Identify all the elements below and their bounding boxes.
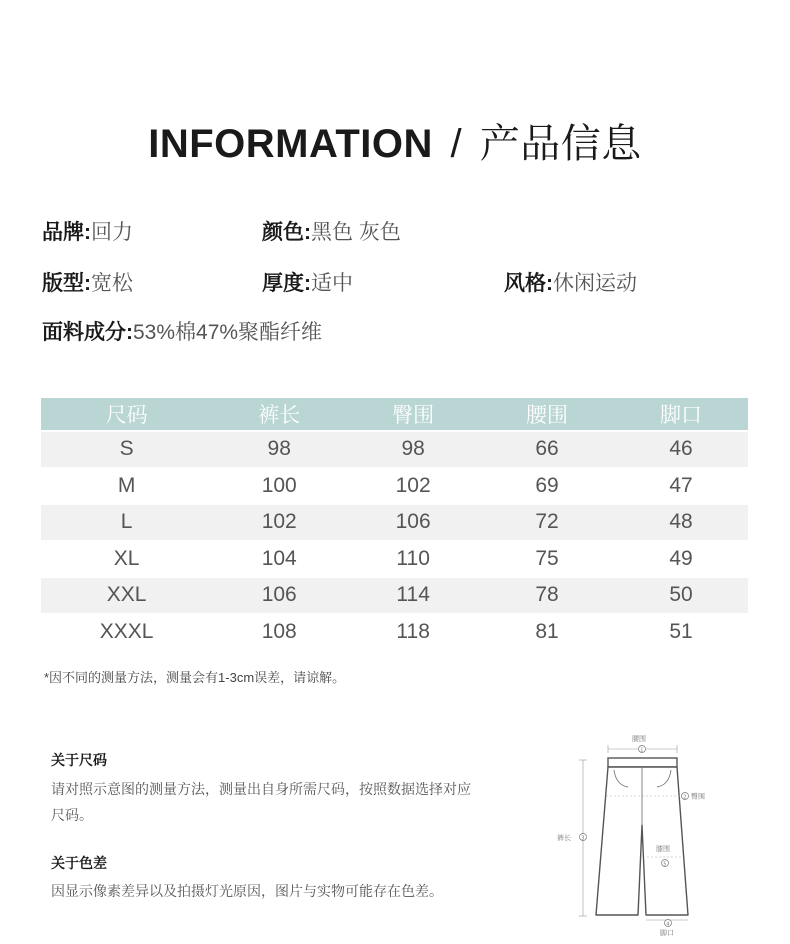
title-separator: / (450, 122, 463, 166)
cell-hip: 110 (346, 541, 480, 578)
diagram-hem-num: 4 (666, 921, 670, 928)
info-color-label: 颜色: (262, 221, 311, 244)
about-color-text: 因显示像素差异以及拍摄灯光原因，图片与实物可能存在色差。 (51, 883, 443, 899)
info-brand-label: 品牌: (42, 221, 91, 244)
diagram-knee-label: 膝围 (656, 845, 670, 853)
cell-hem: 48 (614, 504, 748, 541)
diagram-length-label: 裤长 (557, 834, 571, 842)
header-size: 尺码 (41, 398, 212, 431)
cell-hem: 47 (614, 468, 748, 505)
cell-waist: 78 (480, 577, 614, 614)
info-thickness-label: 厚度: (262, 272, 311, 295)
cell-hip: 118 (346, 614, 480, 650)
size-table-header (41, 398, 748, 431)
table-row (41, 504, 748, 541)
info-brand-value: 回力 (91, 221, 133, 244)
info-style-label: 风格: (504, 272, 553, 295)
cell-size: S (41, 431, 212, 468)
cell-hem: 49 (614, 541, 748, 578)
cell-hip: 114 (346, 577, 480, 614)
header-hem: 脚口 (614, 398, 748, 431)
cell-hip: 102 (346, 468, 480, 505)
cell-size: M (41, 468, 212, 505)
cell-waist: 66 (480, 431, 614, 468)
info-fit-label: 版型: (42, 272, 91, 295)
pants-measurement-diagram (552, 730, 722, 940)
cell-hem: 50 (614, 577, 748, 614)
cell-length: 106 (212, 577, 346, 614)
cell-waist: 81 (480, 614, 614, 650)
cell-size: XXL (41, 577, 212, 614)
info-style-value: 休闲运动 (553, 272, 637, 295)
header-length: 裤长 (212, 398, 346, 431)
cell-waist: 75 (480, 541, 614, 578)
info-fit (42, 269, 133, 299)
diagram-waist-num: 1 (640, 747, 644, 754)
table-row (41, 468, 748, 505)
cell-length: 108 (212, 614, 346, 650)
diagram-waist-label: 腰围 (632, 735, 646, 743)
cell-hem: 51 (614, 614, 748, 650)
cell-length: 102 (212, 504, 346, 541)
info-style (504, 269, 637, 299)
cell-waist: 72 (480, 504, 614, 541)
cell-size: XL (41, 541, 212, 578)
page-title (0, 112, 790, 169)
about-size-text: 请对照示意图的测量方法，测量出自身所需尺码，按照数据选择对应尺码。 (51, 781, 471, 823)
diagram-hip-label: 臀围 (691, 792, 705, 801)
info-fabric-value: 53%棉47%聚酯纤维 (133, 321, 323, 344)
title-english: INFORMATION (148, 122, 433, 166)
diagram-knee-num: 5 (663, 861, 667, 868)
cell-size: L (41, 504, 212, 541)
about-size-title: 关于尺码 (51, 752, 107, 768)
info-thickness (262, 269, 353, 299)
header-waist: 腰围 (480, 398, 614, 431)
cell-hem: 46 (614, 431, 748, 468)
info-color-value: 黑色 灰色 (311, 221, 401, 244)
cell-length: 98 (212, 431, 346, 468)
cell-waist: 69 (480, 468, 614, 505)
diagram-hip-num: 2 (683, 794, 687, 801)
info-fabric-label: 面料成分: (42, 321, 133, 344)
measurement-note: *因不同的测量方法，测量会有1-3cm误差，请谅解。 (44, 670, 346, 685)
pants-outline-icon (596, 758, 688, 915)
cell-length: 100 (212, 468, 346, 505)
cell-length: 104 (212, 541, 346, 578)
size-table (41, 398, 748, 649)
table-row (41, 577, 748, 614)
cell-size: XXXL (41, 614, 212, 650)
diagram-hem-label: 脚口 (660, 929, 674, 937)
cell-hip: 98 (346, 431, 480, 468)
diagram-length-num: 3 (581, 835, 585, 842)
info-fabric (42, 318, 322, 348)
info-thickness-value: 适中 (311, 272, 353, 295)
info-fit-value: 宽松 (91, 272, 133, 295)
about-color-title: 关于色差 (51, 855, 107, 871)
table-row (41, 431, 748, 468)
info-color (262, 218, 401, 248)
table-row (41, 614, 748, 650)
info-brand (42, 218, 133, 248)
title-chinese: 产品信息 (479, 122, 642, 166)
table-row (41, 541, 748, 578)
cell-hip: 106 (346, 504, 480, 541)
header-hip: 臀围 (346, 398, 480, 431)
